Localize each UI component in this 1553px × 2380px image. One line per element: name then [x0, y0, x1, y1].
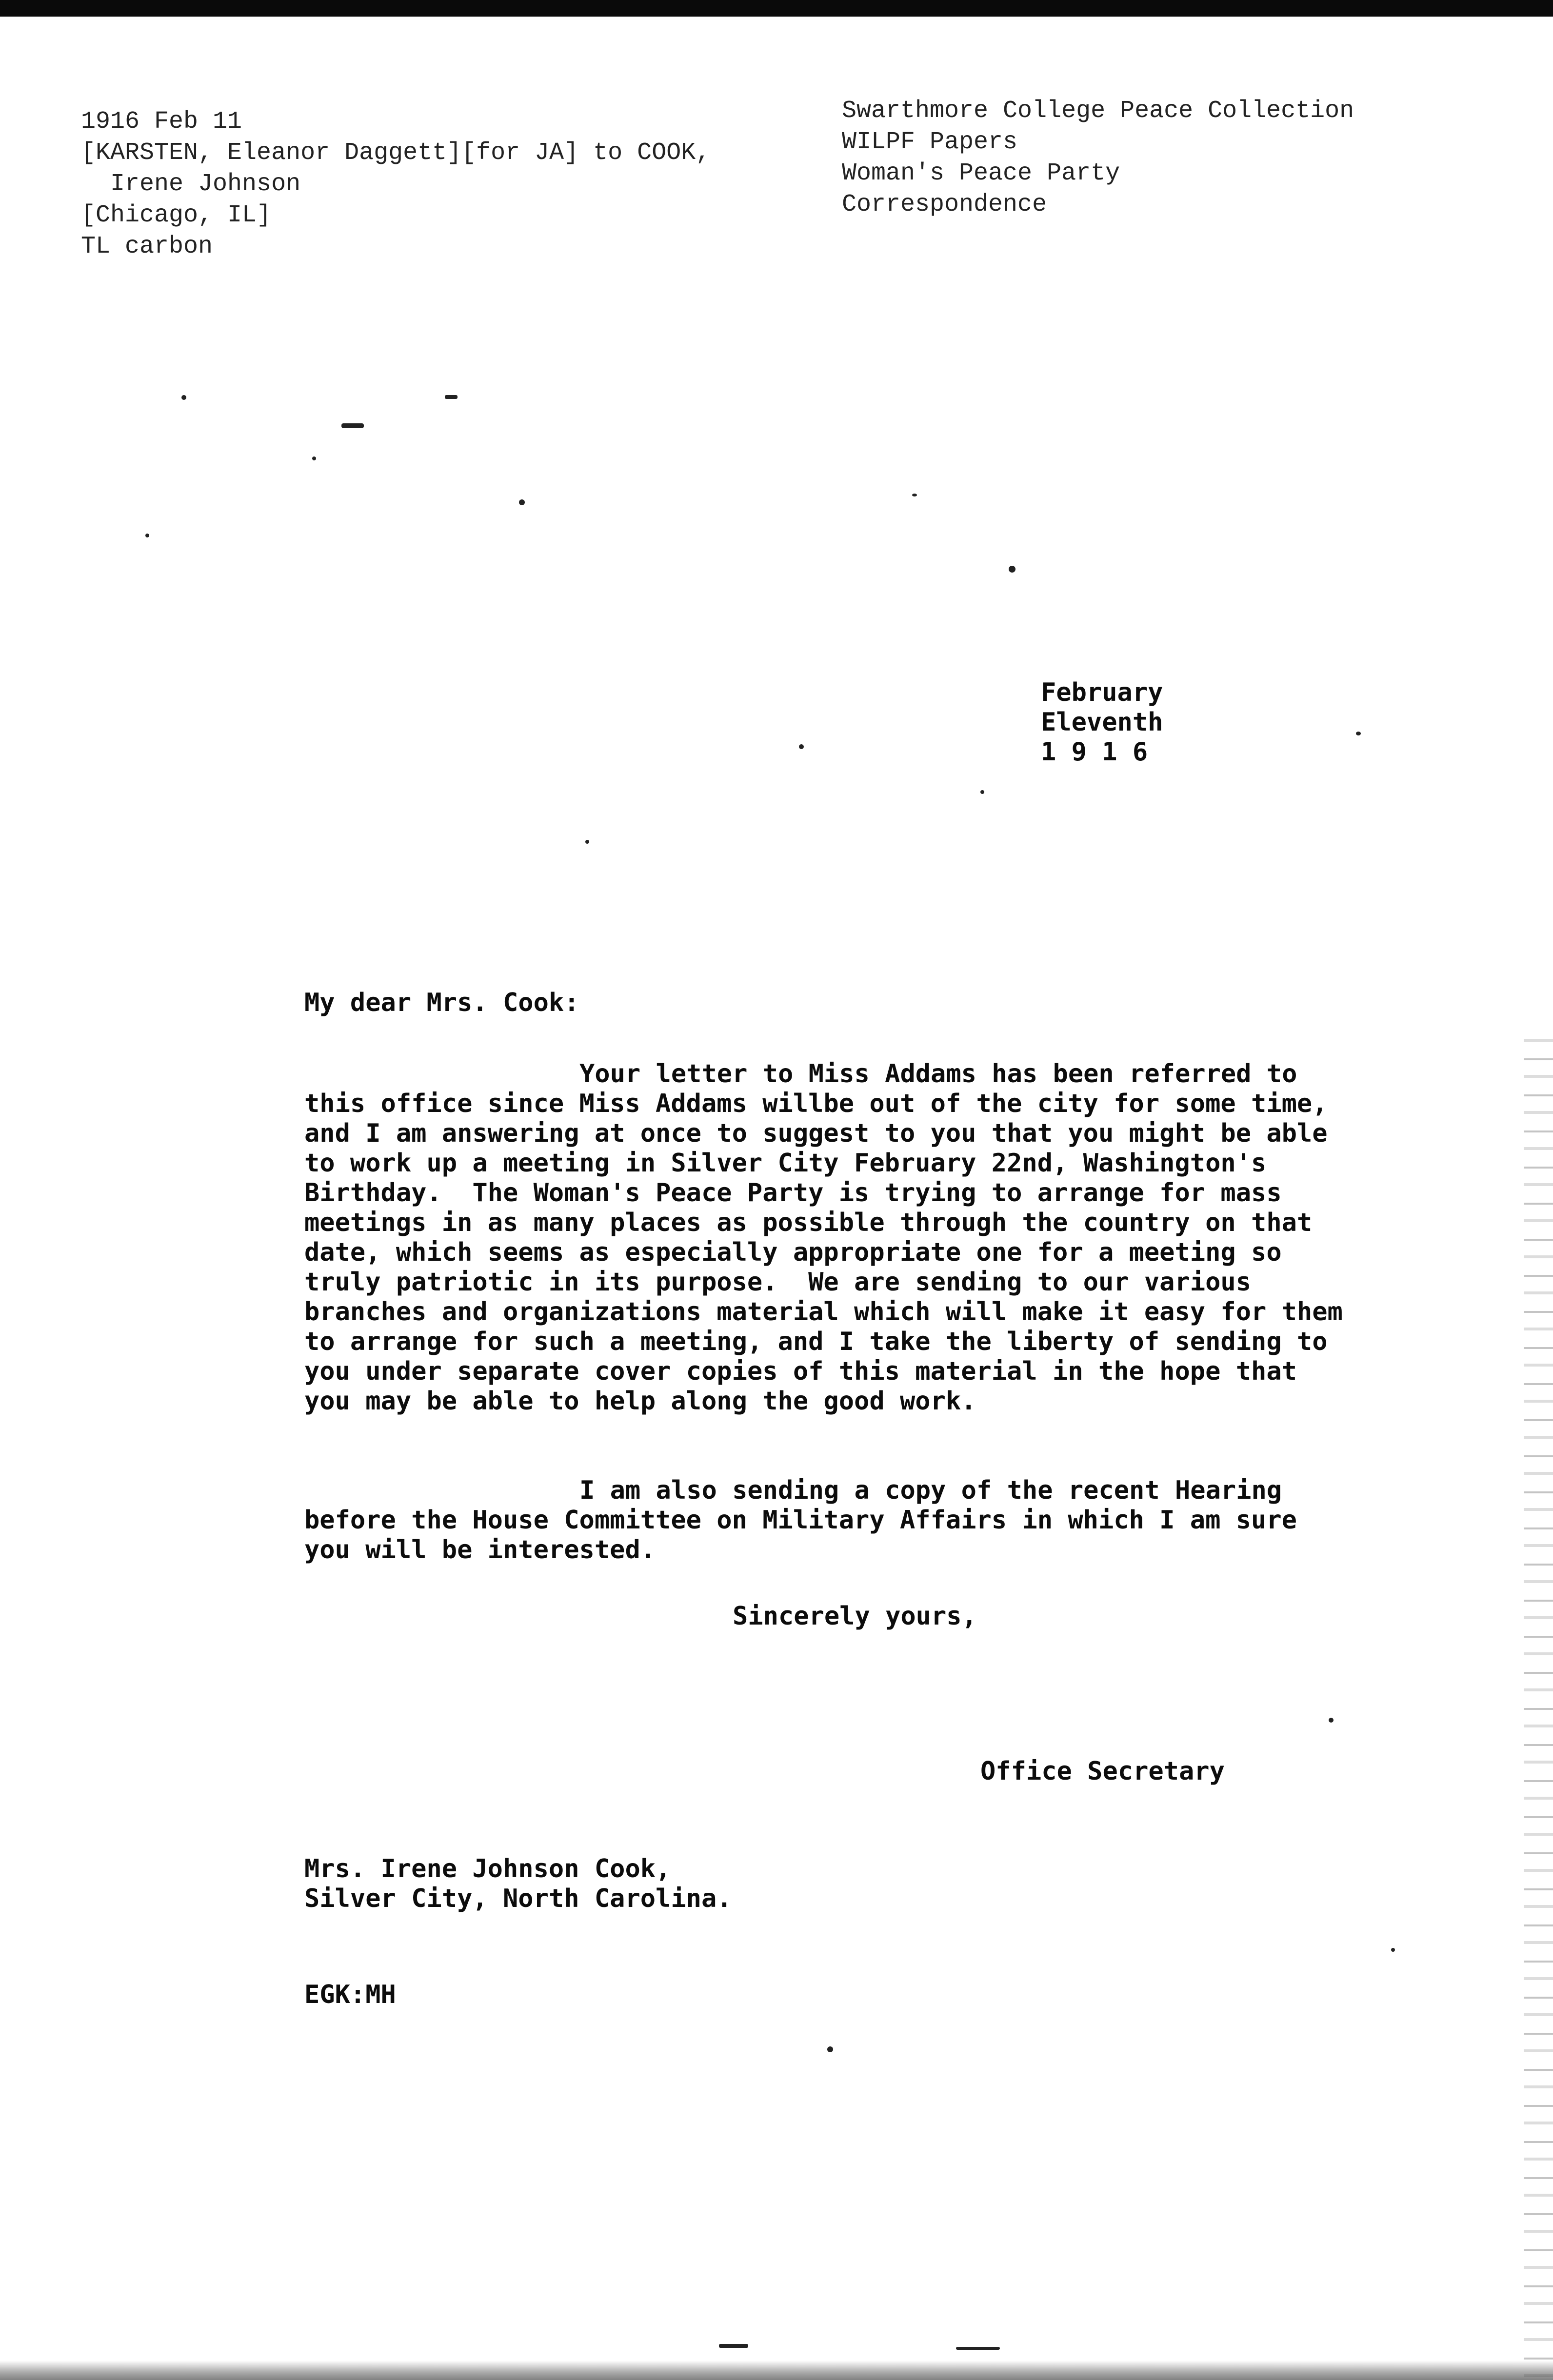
catalog-collection: Swarthmore College Peace Collection — [842, 97, 1354, 125]
date-month: February — [1041, 678, 1163, 707]
paragraph-line: to arrange for such a meeting, and I take the liberty of sending to — [304, 1327, 1328, 1356]
catalog-date: 1916 Feb 11 — [81, 108, 242, 136]
paragraph-line: and I am answering at once to suggest to you that you might be able — [304, 1119, 1328, 1148]
catalog-organization: Woman's Peace Party — [842, 159, 1120, 187]
paragraph-line: Birthday. The Woman's Peace Party is trying to arrange for mass — [304, 1178, 1282, 1208]
date-day: Eleventh — [1041, 708, 1163, 737]
date-year: 1 9 1 6 — [1041, 737, 1148, 767]
paragraph-line: before the House Committee on Military Affairs in which I am sure — [304, 1506, 1297, 1535]
catalog-format: TL carbon — [81, 233, 213, 260]
catalog-sender-recipient: [KARSTEN, Eleanor Daggett][for JA] to COOK, — [81, 139, 711, 167]
paragraph-line: meetings in as many places as possible through the country on that — [304, 1208, 1313, 1237]
paragraph-line: Your letter to Miss Addams has been referred to — [579, 1059, 1297, 1089]
scan-top-border — [0, 0, 1553, 17]
paragraph-line: I am also sending a copy of the recent Hearing — [579, 1476, 1282, 1505]
paragraph-line: to work up a meeting in Silver City February 22nd, Washington's — [304, 1149, 1267, 1178]
paragraph-line: date, which seems as especially appropriate one for a meeting so — [304, 1238, 1282, 1267]
paragraph-line: this office since Miss Addams willbe out of the city for some time, — [304, 1089, 1328, 1118]
salutation: My dear Mrs. Cook: — [304, 988, 579, 1017]
catalog-recipient-continued: Irene Johnson — [81, 170, 301, 198]
paragraph-line: you under separate cover copies of this material in the hope that — [304, 1357, 1297, 1386]
paragraph-line: you will be interested. — [304, 1535, 656, 1565]
scan-right-edge-noise — [1524, 1024, 1553, 2380]
addressee-name: Mrs. Irene Johnson Cook, — [304, 1854, 671, 1884]
signature-title: Office Secretary — [980, 1757, 1225, 1786]
closing: Sincerely yours, — [733, 1602, 977, 1631]
paragraph-line: branches and organizations material which will make it easy for them — [304, 1297, 1343, 1327]
catalog-place: [Chicago, IL] — [81, 201, 272, 229]
reference-initials: EGK:MH — [304, 1980, 396, 2009]
catalog-papers: WILPF Papers — [842, 128, 1018, 156]
addressee-location: Silver City, North Carolina. — [304, 1884, 732, 1913]
catalog-series: Correspondence — [842, 191, 1047, 218]
paragraph-line: truly patriotic in its purpose. We are sending to our various — [304, 1268, 1252, 1297]
scan-bottom-border — [0, 2360, 1553, 2380]
paragraph-line: you may be able to help along the good work. — [304, 1387, 976, 1416]
